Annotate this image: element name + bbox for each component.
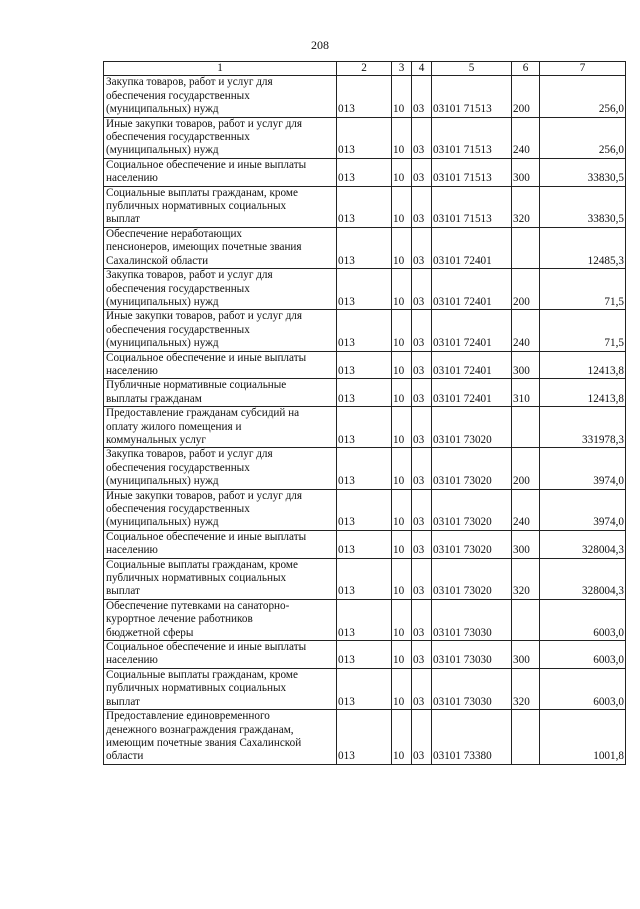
admin-code: 013 [337,668,392,709]
column-header: 5 [432,62,512,76]
table-row [104,710,626,765]
section-code: 10 [392,668,412,709]
target-item-code: 03101 73020 [432,407,512,448]
page-number: 208 [311,38,329,52]
expense-type-code: 200 [512,269,540,310]
column-header: 2 [337,62,392,76]
amount: 71,5 [540,310,626,351]
admin-code: 013 [337,448,392,489]
admin-code: 013 [337,489,392,530]
row-description: Иные закупки товаров, работ и услуг для обеспечения государственных (муниципальных) нужд [104,310,337,351]
subsection-code: 03 [412,379,432,407]
column-header: 7 [540,62,626,76]
subsection-code: 03 [412,668,432,709]
admin-code: 013 [337,641,392,669]
table-row [104,489,626,530]
target-item-code: 03101 73020 [432,448,512,489]
budget-table [103,61,626,765]
admin-code: 013 [337,351,392,379]
row-description: Закупка товаров, работ и услуг для обеспечения государственных (муниципальных) нужд [104,448,337,489]
target-item-code: 03101 71513 [432,117,512,158]
row-description: Социальные выплаты гражданам, кроме публичных нормативных социальных выплат [104,186,337,227]
expense-type-code: 240 [512,489,540,530]
section-code: 10 [392,489,412,530]
amount: 71,5 [540,269,626,310]
expense-type-code: 300 [512,351,540,379]
column-header: 1 [104,62,337,76]
amount: 256,0 [540,117,626,158]
admin-code: 013 [337,76,392,117]
admin-code: 013 [337,186,392,227]
subsection-code: 03 [412,407,432,448]
amount: 33830,5 [540,158,626,186]
row-description: Предоставление единовременного денежного вознаграждения гражданам, имеющим почетные звания Сахалинской области [104,710,337,765]
amount: 6003,0 [540,599,626,640]
amount: 3974,0 [540,448,626,489]
row-description: Социальное обеспечение и иные выплаты населению [104,158,337,186]
section-code: 10 [392,186,412,227]
section-code: 10 [392,558,412,599]
admin-code: 013 [337,407,392,448]
expense-type-code: 200 [512,448,540,489]
table-row [104,599,626,640]
subsection-code: 03 [412,117,432,158]
table-row [104,668,626,709]
table-row [104,641,626,669]
admin-code: 013 [337,269,392,310]
section-code: 10 [392,76,412,117]
expense-type-code: 300 [512,158,540,186]
row-description: Публичные нормативные социальные выплаты гражданам [104,379,337,407]
row-description: Социальные выплаты гражданам, кроме публичных нормативных социальных выплат [104,668,337,709]
expense-type-code [512,599,540,640]
amount: 328004,3 [540,558,626,599]
row-description: Обеспечение путевками на санаторно- курортное лечение работников бюджетной сферы [104,599,337,640]
subsection-code: 03 [412,530,432,558]
table-row [104,407,626,448]
expense-type-code: 300 [512,641,540,669]
amount: 328004,3 [540,530,626,558]
subsection-code: 03 [412,641,432,669]
amount: 12413,8 [540,351,626,379]
subsection-code: 03 [412,186,432,227]
admin-code: 013 [337,530,392,558]
expense-type-code [512,227,540,268]
table-row [104,310,626,351]
section-code: 10 [392,158,412,186]
target-item-code: 03101 72401 [432,269,512,310]
row-description: Социальные выплаты гражданам, кроме публичных нормативных социальных выплат [104,558,337,599]
section-code: 10 [392,448,412,489]
section-code: 10 [392,379,412,407]
expense-type-code: 320 [512,558,540,599]
row-description: Обеспечение неработающих пенсионеров, имеющих почетные звания Сахалинской области [104,227,337,268]
expense-type-code [512,710,540,765]
amount: 33830,5 [540,186,626,227]
amount: 1001,8 [540,710,626,765]
admin-code: 013 [337,310,392,351]
target-item-code: 03101 71513 [432,186,512,227]
expense-type-code: 310 [512,379,540,407]
subsection-code: 03 [412,448,432,489]
target-item-code: 03101 72401 [432,379,512,407]
admin-code: 013 [337,117,392,158]
row-description: Социальное обеспечение и иные выплаты населению [104,351,337,379]
column-header: 4 [412,62,432,76]
target-item-code: 03101 72401 [432,351,512,379]
subsection-code: 03 [412,489,432,530]
subsection-code: 03 [412,310,432,351]
subsection-code: 03 [412,158,432,186]
target-item-code: 03101 72401 [432,227,512,268]
admin-code: 013 [337,158,392,186]
column-header: 6 [512,62,540,76]
table-header-row [104,62,626,76]
subsection-code: 03 [412,76,432,117]
table-row [104,351,626,379]
target-item-code: 03101 73380 [432,710,512,765]
row-description: Закупка товаров, работ и услуг для обеспечения государственных (муниципальных) нужд [104,76,337,117]
target-item-code: 03101 73020 [432,489,512,530]
admin-code: 013 [337,558,392,599]
expense-type-code: 300 [512,530,540,558]
target-item-code: 03101 73020 [432,530,512,558]
section-code: 10 [392,269,412,310]
table-row [104,269,626,310]
target-item-code: 03101 71513 [432,76,512,117]
subsection-code: 03 [412,269,432,310]
target-item-code: 03101 71513 [432,158,512,186]
amount: 12485,3 [540,227,626,268]
target-item-code: 03101 73030 [432,641,512,669]
table-row [104,558,626,599]
section-code: 10 [392,710,412,765]
section-code: 10 [392,530,412,558]
row-description: Иные закупки товаров, работ и услуг для обеспечения государственных (муниципальных) нужд [104,117,337,158]
expense-type-code [512,407,540,448]
table-row [104,448,626,489]
admin-code: 013 [337,379,392,407]
table-row [104,76,626,117]
section-code: 10 [392,117,412,158]
target-item-code: 03101 72401 [432,310,512,351]
column-header: 3 [392,62,412,76]
amount: 6003,0 [540,668,626,709]
amount: 331978,3 [540,407,626,448]
target-item-code: 03101 73030 [432,599,512,640]
amount: 6003,0 [540,641,626,669]
table-row [104,379,626,407]
table-row [104,227,626,268]
amount: 256,0 [540,76,626,117]
expense-type-code: 320 [512,186,540,227]
subsection-code: 03 [412,351,432,379]
section-code: 10 [392,599,412,640]
section-code: 10 [392,227,412,268]
target-item-code: 03101 73030 [432,668,512,709]
row-description: Закупка товаров, работ и услуг для обеспечения государственных (муниципальных) нужд [104,269,337,310]
row-description: Социальное обеспечение и иные выплаты населению [104,641,337,669]
expense-type-code: 240 [512,117,540,158]
row-description: Социальное обеспечение и иные выплаты населению [104,530,337,558]
subsection-code: 03 [412,558,432,599]
subsection-code: 03 [412,710,432,765]
expense-type-code: 240 [512,310,540,351]
subsection-code: 03 [412,599,432,640]
table-row [104,530,626,558]
row-description: Предоставление гражданам субсидий на оплату жилого помещения и коммунальных услуг [104,407,337,448]
subsection-code: 03 [412,227,432,268]
section-code: 10 [392,310,412,351]
expense-type-code: 200 [512,76,540,117]
table-row [104,117,626,158]
target-item-code: 03101 73020 [432,558,512,599]
admin-code: 013 [337,710,392,765]
amount: 3974,0 [540,489,626,530]
amount: 12413,8 [540,379,626,407]
admin-code: 013 [337,599,392,640]
table-row [104,186,626,227]
table-row [104,158,626,186]
section-code: 10 [392,351,412,379]
admin-code: 013 [337,227,392,268]
row-description: Иные закупки товаров, работ и услуг для обеспечения государственных (муниципальных) нужд [104,489,337,530]
section-code: 10 [392,407,412,448]
section-code: 10 [392,641,412,669]
expense-type-code: 320 [512,668,540,709]
